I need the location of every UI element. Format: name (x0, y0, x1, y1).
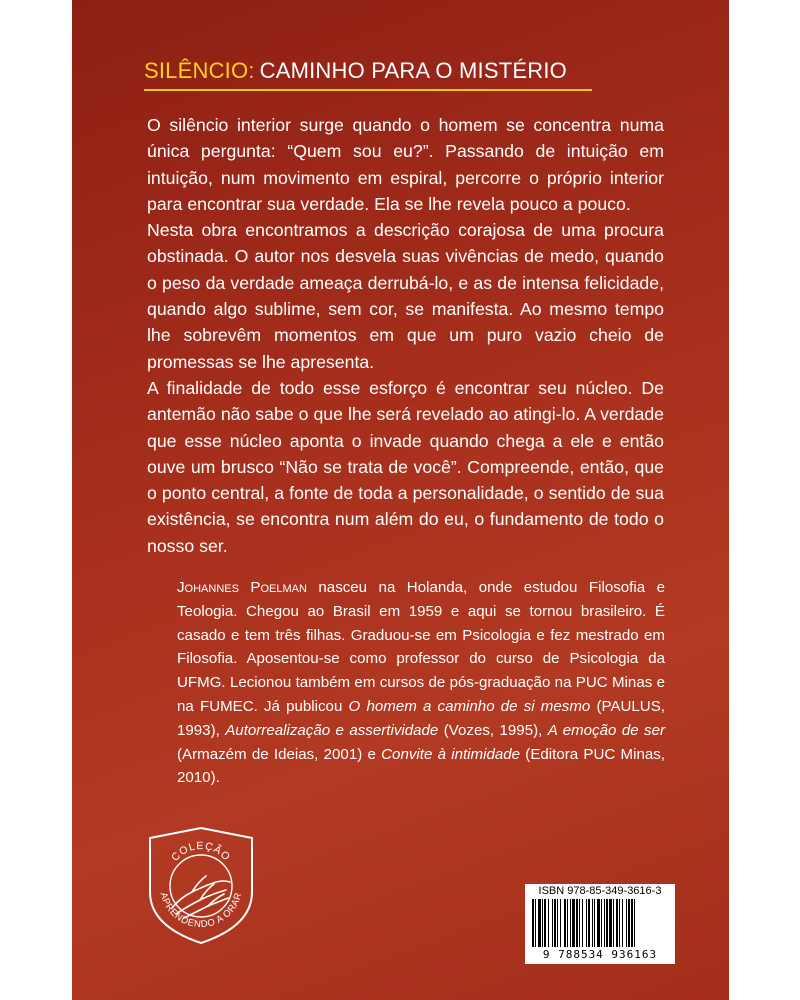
barcode-bar (579, 899, 580, 947)
barcode-bar (613, 899, 614, 947)
barcode-bar (564, 899, 566, 947)
barcode-bar (548, 899, 549, 947)
bio-text: (Armazém de Ideias, 2001) e (177, 745, 382, 763)
barcode-bar (552, 899, 553, 947)
synopsis-paragraph: Nesta obra encontramos a descrição corajosa de uma procura obstinada. O autor nos desvela suas vivências de medo, quando o peso da verdade ameaça derrubá-lo, e as de intensa felicidade, quando algo sublime, sem cor, se manifesta. Ao mesmo tempo lhe sobrevêm momentos em que um puro vazio cheio de promessas se lhe apresenta. (147, 220, 664, 372)
book-title: A emoção de ser (547, 721, 666, 739)
author-bio (177, 576, 665, 790)
barcode-bar (557, 899, 558, 947)
barcode-digits: 9 788534 936163 (542, 948, 658, 961)
barcode-bar (582, 899, 583, 947)
barcode-bar (594, 899, 595, 947)
barcode-bar (619, 899, 620, 947)
title-underline (144, 89, 592, 91)
barcode-bar (588, 899, 590, 947)
series-title-main: CAMINHO PARA O MISTÉRIO (259, 58, 567, 83)
bio-text: (Vozes, 1995), (438, 721, 548, 739)
barcode-bar (631, 899, 633, 947)
book-title: O homem a caminho de si mesmo (348, 697, 591, 715)
praying-hands-icon (172, 876, 230, 918)
book-title: Convite à intimidade (381, 745, 521, 763)
svg-text:COLEÇÃO (169, 840, 233, 864)
synopsis-paragraph: O silêncio interior surge quando o homem se concentra numa única pergunta: “Quem sou eu?”. Passando de intuição em intuição, num movimento em espiral, percorre o próprio interior para encontrar sua verdade. Ela se lhe revela pouco a pouco. (147, 115, 664, 214)
barcode-bar (601, 899, 602, 947)
barcode-bar (597, 899, 600, 947)
barcode-bar (604, 899, 605, 947)
book-title: Autorrealização e assertividade (225, 721, 439, 739)
series-title-accent: SILÊNCIO: (144, 58, 255, 83)
barcode-bar (538, 899, 541, 947)
barcode-bar (616, 899, 618, 947)
barcode-bar (560, 899, 561, 947)
collection-logo (146, 826, 256, 946)
series-title (144, 58, 589, 84)
barcode-bar (532, 899, 534, 947)
author-name: Johannes Poelman (177, 579, 307, 596)
barcode-bar (542, 899, 543, 947)
bio-text: (Editora PUC Minas, 2010). (177, 745, 665, 787)
barcode-bar (554, 899, 556, 947)
barcode-bar (606, 899, 608, 947)
barcode-bar (586, 899, 587, 947)
isbn-barcode (525, 884, 675, 964)
barcode-bar (535, 899, 536, 947)
barcode-bar (609, 899, 612, 947)
logo-top-text: COLEÇÃO (169, 839, 233, 864)
synopsis-paragraph: A finalidade de todo esse esforço é encontrar seu núcleo. De antemão não sabe o que lhe será revelado ao atingi-lo. A verdade que esse núcleo aponta o invade quando chega a ele e então ouve um brusco “Não se trata de você”. Compreende, então, que o ponto central, a fonte de toda a personalidade, o sentido de sua existência, se encontra num além do eu, o fundamento de todo o nosso ser. (147, 377, 664, 556)
barcode-bar (576, 899, 578, 947)
barcode-bar (592, 899, 593, 947)
barcode-icon (530, 899, 670, 947)
barcode-bar (567, 899, 568, 947)
barcode-bar (634, 899, 635, 947)
logo-bottom-text: APRENDENDO A ORAR (157, 891, 245, 931)
barcode-bar (628, 899, 630, 947)
isbn-label: ISBN 978-85-349-3616-3 (538, 885, 662, 897)
bio-text: (PAULUS, 1993), (177, 697, 665, 739)
barcode-bar (570, 899, 571, 947)
bio-text: nasceu na Holanda, onde estudou Filosofia e Teologia. Chegou ao Brasil em 1959 e aqui se tornou brasileiro. É casado e tem três filhas. Graduou-se em Psicologia e fez mestrado em Filosofia. Aposentou-se como professor do curso de Psicologia da UFMG. Lecionou também em cursos de pós-graduação na PUC Minas e na FUMEC. Já publicou (177, 579, 665, 715)
collection-logo-art (146, 826, 256, 946)
barcode-bar (572, 899, 575, 947)
barcode-bar (544, 899, 546, 947)
barcode-bar (622, 899, 623, 947)
back-cover (72, 0, 729, 1000)
barcode-bar (626, 899, 627, 947)
synopsis (147, 112, 664, 559)
